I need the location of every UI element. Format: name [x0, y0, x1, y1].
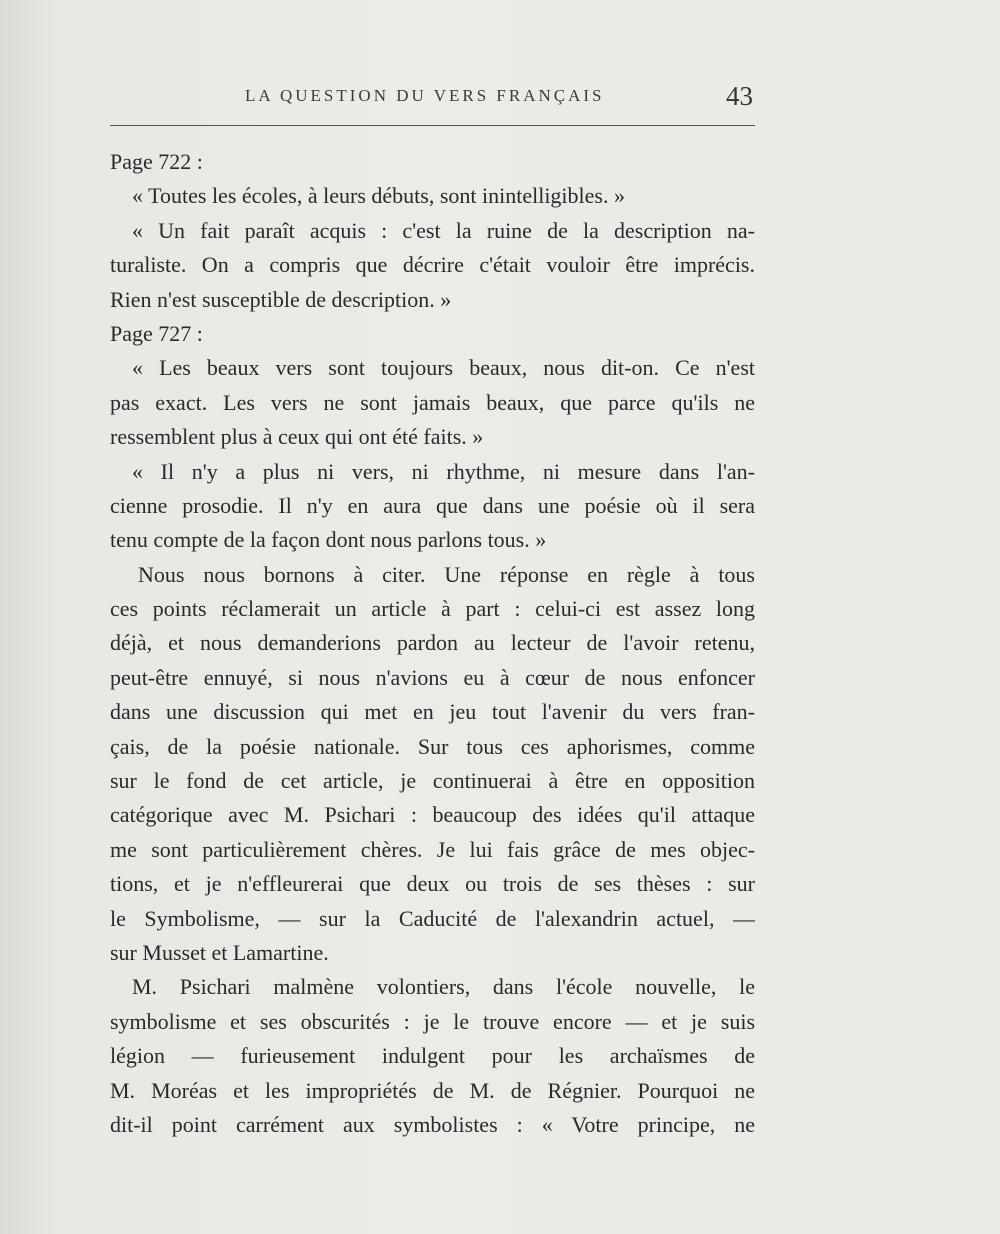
text-line: tions, et je n'effleurerai que deux ou trois de ses thèses : sur — [110, 871, 755, 897]
page-number: 43 — [726, 81, 753, 111]
text-line: Page 722 : — [110, 149, 203, 174]
header-rule — [110, 125, 755, 126]
text-line: peut-être ennuyé, si nous n'avions eu à cœur de nous enfoncer — [110, 664, 755, 690]
text-line: ressemblent plus à ceux qui ont été faits. » — [110, 424, 484, 450]
running-head — [110, 81, 755, 116]
text-line: turaliste. On a compris que décrire c'était vouloir être imprécis. — [110, 252, 755, 278]
text-line: M. Moréas et les impropriétés de M. de Régnier. Pourquoi ne — [110, 1077, 755, 1103]
text-line: « Les beaux vers sont toujours beaux, nous dit-on. Ce n'est — [132, 355, 755, 381]
text-line: ces points réclamerait un article à part : celui-ci est assez long — [110, 596, 755, 622]
text-line: « Toutes les écoles, à leurs débuts, sont inintelligibles. » — [132, 183, 625, 209]
text-line: sur Musset et Lamartine. — [110, 939, 329, 965]
text-line: le Symbolisme, — sur la Caducité de l'alexandrin actuel, — — [110, 905, 755, 931]
text-line: déjà, et nous demanderions pardon au lecteur de l'avoir retenu, — [110, 630, 755, 656]
text-line: çais, de la poésie nationale. Sur tous ces aphorismes, comme — [110, 733, 755, 759]
text-line: cienne prosodie. Il n'y en aura que dans une poésie où il sera — [110, 492, 755, 518]
text-line: légion — furieusement indulgent pour les archaïsmes de — [110, 1043, 755, 1069]
body-text — [110, 145, 755, 1142]
text-line: Nous nous bornons à citer. Une réponse en règle à tous — [138, 561, 755, 587]
text-line: « Il n'y a plus ni vers, ni rhythme, ni mesure dans l'an- — [132, 458, 755, 484]
text-line: M. Psichari malmène volontiers, dans l'école nouvelle, le — [132, 974, 755, 1000]
text-line: me sont particulièrement chères. Je lui fais grâce de mes objec- — [110, 836, 755, 862]
text-line: « Un fait paraît acquis : c'est la ruine de la description na- — [132, 217, 755, 243]
text-line: dit-il point carrément aux symbolistes : « Votre principe, ne — [110, 1111, 755, 1137]
text-line: Rien n'est susceptible de description. » — [110, 286, 452, 312]
text-line: Page 727 : — [110, 320, 203, 346]
text-line: dans une discussion qui met en jeu tout l'avenir du vers fran- — [110, 699, 755, 725]
running-head-title: LA QUESTION DU VERS FRANÇAIS — [245, 86, 605, 105]
text-line: pas exact. Les vers ne sont jamais beaux, que parce qu'ils ne — [110, 389, 755, 415]
text-line: sur le fond de cet article, je continuerai à être en opposition — [110, 768, 755, 794]
text-line: catégorique avec M. Psichari : beaucoup des idées qu'il attaque — [110, 802, 755, 828]
text-line: tenu compte de la façon dont nous parlons tous. » — [110, 527, 547, 553]
text-line: symbolisme et ses obscurités : je le trouve encore — et je suis — [110, 1008, 755, 1034]
